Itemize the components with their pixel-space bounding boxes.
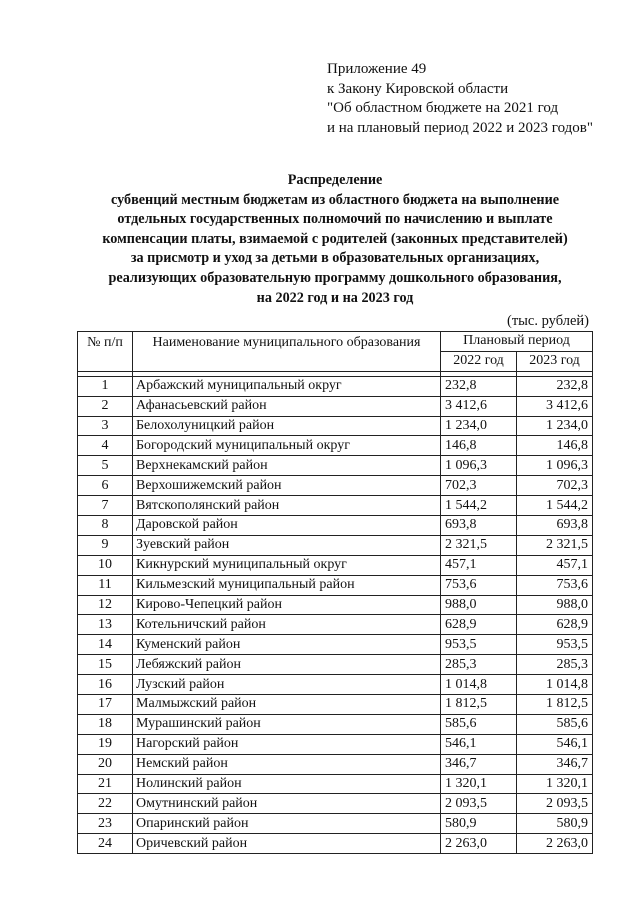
table-row [78,734,593,754]
amount-2022-cell: 2 093,5 [441,794,517,814]
municipality-name-cell: Верхнекамский район [133,456,441,476]
table-row [78,396,593,416]
municipality-name-cell: Нолинский район [133,774,441,794]
municipality-name-cell: Белохолуницкий район [133,416,441,436]
amount-2023-cell: 1 320,1 [517,774,593,794]
amount-2023-cell: 285,3 [517,655,593,675]
row-number-cell: 21 [78,774,133,794]
municipality-name-cell: Малмыжский район [133,695,441,715]
amount-2023-cell: 3 412,6 [517,396,593,416]
table-row [78,834,593,854]
row-number-cell: 13 [78,615,133,635]
municipality-name-cell: Верхошижемский район [133,476,441,496]
row-number-cell: 18 [78,714,133,734]
amount-2022-cell: 546,1 [441,734,517,754]
municipality-name-cell: Мурашинский район [133,714,441,734]
municipality-name-cell: Куменский район [133,635,441,655]
distribution-table [77,331,593,854]
municipality-name-cell: Арбажский муниципальный округ [133,376,441,396]
table-row [78,635,593,655]
amount-2023-cell: 2 263,0 [517,834,593,854]
row-number-cell: 8 [78,516,133,536]
amount-2022-cell: 693,8 [441,516,517,536]
amount-2023-cell: 693,8 [517,516,593,536]
amount-2023-cell: 1 014,8 [517,675,593,695]
amount-2022-cell: 232,8 [441,376,517,396]
amount-2022-cell: 146,8 [441,436,517,456]
amount-2023-cell: 702,3 [517,476,593,496]
appendix-law-title-line1: "Об областном бюджете на 2021 год [327,100,559,116]
amount-2022-cell: 1 096,3 [441,456,517,476]
amount-2022-cell: 457,1 [441,555,517,575]
amount-2022-cell: 2 263,0 [441,834,517,854]
municipality-name-cell: Кикнурский муниципальный округ [133,555,441,575]
amount-2023-cell: 1 096,3 [517,456,593,476]
appendix-header [327,60,593,138]
municipality-name-cell: Омутнинский район [133,794,441,814]
title-line: субвенций местным бюджетам из областного бюджета на выполнение [110,191,560,208]
table-row [78,555,593,575]
table-row [78,695,593,715]
appendix-number: Приложение 49 [327,61,427,77]
amount-2023-cell: 1 234,0 [517,416,593,436]
table-row [78,535,593,555]
row-number-cell: 6 [78,476,133,496]
row-number-cell: 5 [78,456,133,476]
row-number-cell: 10 [78,555,133,575]
title-line: реализующих образовательную программу дошкольного образования, [108,269,562,286]
row-number-cell: 7 [78,496,133,516]
municipality-name-cell: Котельничский район [133,615,441,635]
municipality-name-cell: Зуевский район [133,535,441,555]
amount-2022-cell: 1 812,5 [441,695,517,715]
municipality-name-cell: Лебяжский район [133,655,441,675]
amount-2022-cell: 3 412,6 [441,396,517,416]
amount-2022-cell: 1 320,1 [441,774,517,794]
row-number-cell: 4 [78,436,133,456]
municipality-name-cell: Кирово-Чепецкий район [133,595,441,615]
row-number-cell: 1 [78,376,133,396]
amount-2023-cell: 546,1 [517,734,593,754]
amount-2022-cell: 1 544,2 [441,496,517,516]
municipality-name-cell: Опаринский район [133,814,441,834]
table-row [78,814,593,834]
amount-2023-cell: 1 812,5 [517,695,593,715]
row-number-cell: 11 [78,575,133,595]
amount-2022-cell: 628,9 [441,615,517,635]
table-row [78,754,593,774]
document-title [40,171,630,308]
amount-2022-cell: 2 321,5 [441,535,517,555]
row-number-cell: 16 [78,675,133,695]
table-row [78,675,593,695]
municipality-name-cell: Даровской район [133,516,441,536]
appendix-law-reference: к Закону Кировской области [327,80,509,97]
row-number-cell: 24 [78,834,133,854]
amount-2023-cell: 146,8 [517,436,593,456]
row-number-cell: 20 [78,754,133,774]
table-row [78,496,593,516]
municipality-name-cell: Вятскополянский район [133,496,441,516]
municipality-name-cell: Нагорский район [133,734,441,754]
amount-2023-cell: 2 321,5 [517,535,593,555]
municipality-name-cell: Лузский район [133,675,441,695]
amount-2023-cell: 580,9 [517,814,593,834]
appendix-law-title-line2: и на плановый период 2022 и 2023 годов" [327,119,593,136]
table-row [78,436,593,456]
table-row [78,575,593,595]
table-row [78,456,593,476]
header-year-2022: 2022 год [441,351,517,371]
title-line: Распределение [287,172,383,188]
table-row [78,595,593,615]
row-number-cell: 3 [78,416,133,436]
municipality-name-cell: Кильмезский муниципальный район [133,575,441,595]
municipality-name-cell: Богородский муниципальный округ [133,436,441,456]
amount-2023-cell: 1 544,2 [517,496,593,516]
amount-2023-cell: 753,6 [517,575,593,595]
amount-2022-cell: 753,6 [441,575,517,595]
amount-2022-cell: 1 234,0 [441,416,517,436]
table-row [78,416,593,436]
amount-2023-cell: 585,6 [517,714,593,734]
row-number-cell: 19 [78,734,133,754]
row-number-cell: 9 [78,535,133,555]
amount-2023-cell: 628,9 [517,615,593,635]
amount-2022-cell: 585,6 [441,714,517,734]
table-row [78,376,593,396]
table-row [78,714,593,734]
table-body [78,376,593,853]
header-year-2023: 2023 год [517,351,593,371]
title-line: на 2022 год и на 2023 год [256,289,414,306]
amount-2022-cell: 346,7 [441,754,517,774]
table-row [78,516,593,536]
amount-2022-cell: 580,9 [441,814,517,834]
municipality-name-cell: Оричевский район [133,834,441,854]
header-municipality: Наименование муниципального образования [133,332,441,372]
row-number-cell: 17 [78,695,133,715]
title-line: за присмотр и уход за детьми в образовательных организациях, [130,250,540,267]
amount-2023-cell: 346,7 [517,754,593,774]
table-row [78,476,593,496]
header-number: № п/п [78,332,133,372]
amount-2022-cell: 988,0 [441,595,517,615]
amount-2023-cell: 2 093,5 [517,794,593,814]
municipality-name-cell: Афанасьевский район [133,396,441,416]
table-row [78,655,593,675]
row-number-cell: 22 [78,794,133,814]
table-row [78,794,593,814]
units-label: (тыс. рублей) [507,313,589,329]
row-number-cell: 2 [78,396,133,416]
row-number-cell: 23 [78,814,133,834]
amount-2022-cell: 702,3 [441,476,517,496]
municipality-name-cell: Немский район [133,754,441,774]
amount-2023-cell: 232,8 [517,376,593,396]
row-number-cell: 14 [78,635,133,655]
row-number-cell: 15 [78,655,133,675]
amount-2023-cell: 988,0 [517,595,593,615]
title-line: компенсации платы, взимаемой с родителей (законных представителей) [102,230,568,247]
title-line: отдельных государственных полномочий по начислению и выплате [117,211,553,228]
table-row [78,774,593,794]
amount-2022-cell: 953,5 [441,635,517,655]
amount-2023-cell: 953,5 [517,635,593,655]
amount-2023-cell: 457,1 [517,555,593,575]
table-row [78,615,593,635]
header-planned-period: Плановый период [441,332,593,352]
amount-2022-cell: 1 014,8 [441,675,517,695]
row-number-cell: 12 [78,595,133,615]
amount-2022-cell: 285,3 [441,655,517,675]
